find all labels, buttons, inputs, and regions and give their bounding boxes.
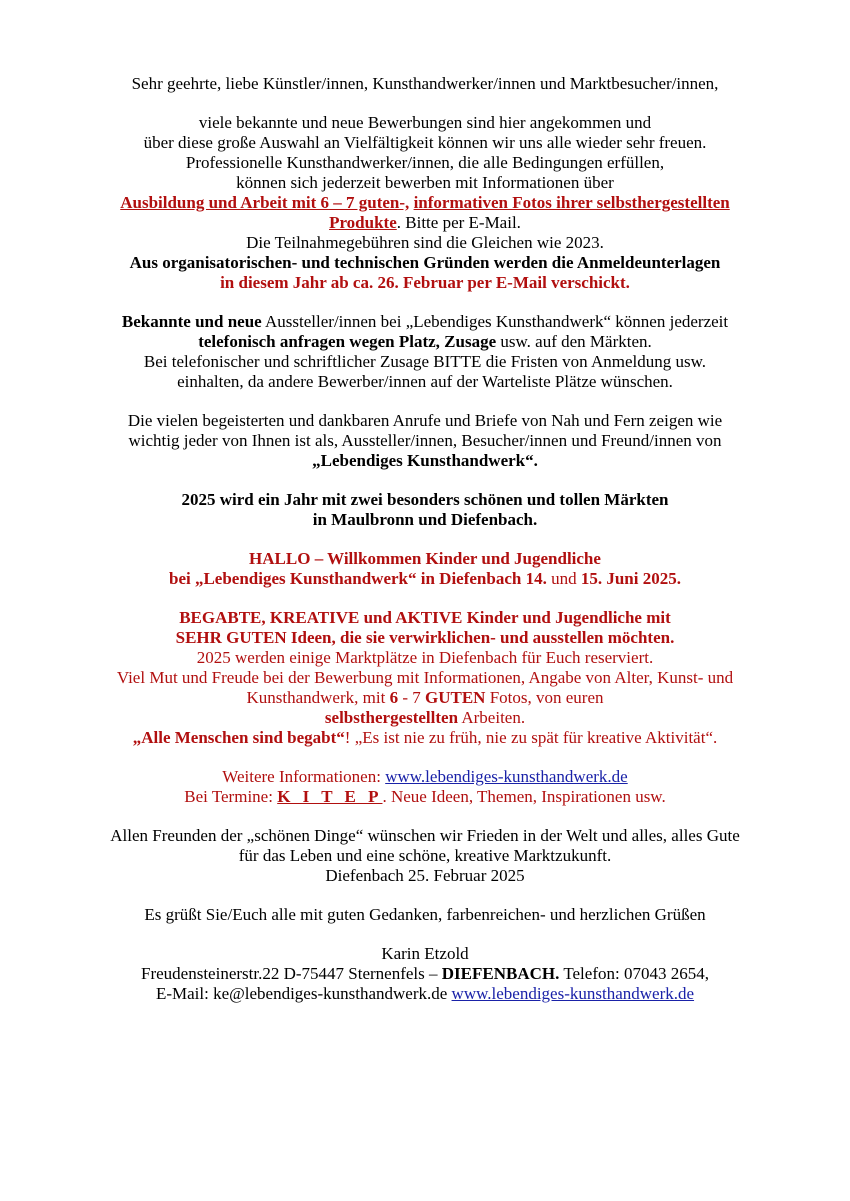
date-line: Diefenbach 25. Februar 2025 — [325, 866, 525, 885]
termine-label: Bei Termine: — [184, 787, 278, 806]
year-line-1: 2025 wird ein Jahr mit zwei besonders schönen und tollen Märkten — [181, 490, 669, 509]
talent-paragraph — [0, 608, 850, 748]
contact-line — [0, 984, 850, 1004]
greeting: Sehr geehrte, liebe Künstler/innen, Kunsthandwerker/innen und Marktbesucher/innen, — [131, 74, 719, 93]
talent-5c: - 7 — [398, 688, 425, 707]
intro-line-2: über diese große Auswahl an Vielfältigkeit können wir uns alle wieder sehr freuen. — [143, 133, 707, 152]
talent-5e: Fotos, von euren — [485, 688, 604, 707]
talent-7b: ! „Es ist nie zu früh, nie zu spät für kreative Aktivität“. — [344, 728, 718, 747]
thanks-line-1: Die vielen begeisterten und dankbaren Anrufe und Briefe von Nah und Fern zeigen wie — [127, 411, 723, 430]
talent-quote: „Alle Menschen sind begabt“ — [132, 728, 345, 747]
info-line-2 — [0, 787, 850, 807]
kids-date-second: 15. Juni 2025. — [580, 569, 681, 588]
talent-line-6 — [0, 708, 850, 728]
thanks-line-3: „Lebendiges Kunsthandwerk“. — [312, 451, 538, 470]
talent-5b: 6 — [389, 688, 399, 707]
known-line-3: Bei telefonischer und schriftlicher Zusage BITTE die Fristen von Anmeldung usw. — [143, 352, 707, 371]
kids-welcome-paragraph — [0, 549, 850, 589]
address-line — [0, 964, 850, 984]
known-line-1 — [0, 312, 850, 332]
talent-line-3: 2025 werden einige Marktplätze in Diefenbach für Euch reserviert. — [196, 648, 654, 667]
info-paragraph — [0, 767, 850, 807]
talent-line-4: Viel Mut und Freude bei der Bewerbung mit Informationen, Angabe von Alter, Kunst- und — [116, 668, 734, 687]
regards-line: Es grüßt Sie/Euch alle mit guten Gedanken, farbenreichen- und herzlichen Grüßen — [144, 905, 706, 924]
year-line-2: in Maulbronn und Diefenbach. — [312, 510, 538, 529]
kids-and: und — [546, 569, 581, 588]
signature-name: Karin Etzold — [381, 944, 469, 963]
intro-line-3: Professionelle Kunsthandwerker/innen, die alle Bedingungen erfüllen, — [185, 153, 665, 172]
talent-line-2: SEHR GUTEN Ideen, die sie verwirklichen- und ausstellen möchten. — [175, 628, 675, 647]
address-street: Freudensteinerstr.22 D-75447 Sternenfels – — [141, 964, 442, 983]
intro-line-1: viele bekannte und neue Bewerbungen sind hier angekommen und — [198, 113, 652, 132]
talent-line-5 — [0, 688, 850, 708]
year-paragraph — [0, 490, 850, 530]
phone-inquiry-text: telefonisch anfragen wegen Platz, Zusage — [198, 332, 497, 351]
intro-line-5 — [0, 193, 850, 213]
letter-body — [0, 74, 850, 1004]
known-new-text: Bekannte und neue — [121, 312, 262, 331]
email-request-text: . Bitte per E-Mail. — [396, 213, 521, 232]
info-line-1 — [0, 767, 850, 787]
intro-line-8: Aus organisatorischen- und technischen Gründen werden die Anmeldeunterlagen — [129, 253, 721, 272]
closing-line-1: Allen Freunden der „schönen Dinge“ wünschen wir Frieden in der Welt und alles, alles Gute — [110, 826, 740, 845]
kids-date-first: bei „Lebendiges Kunsthandwerk“ in Diefenbach 14. — [169, 569, 547, 588]
products-text: Produkte — [329, 213, 397, 232]
intro-line-9: in diesem Jahr ab ca. 26. Februar per E-Mail verschickt. — [220, 273, 630, 292]
known-line-2 — [0, 332, 850, 352]
photos-text: informativen Fotos ihrer selbsthergestellten — [413, 193, 730, 212]
talent-6b: Arbeiten. — [458, 708, 526, 727]
info-label: Weitere Informationen: — [222, 767, 386, 786]
signature-block — [0, 944, 850, 1004]
closing-paragraph — [0, 826, 850, 886]
website-link[interactable]: www.lebendiges-kunsthandwerk.de — [385, 767, 628, 786]
email-text: E-Mail: ke@lebendiges-kunsthandwerk.de — [155, 984, 452, 1003]
known-line-1-rest: Aussteller/innen bei „Lebendiges Kunsthandwerk“ können jederzeit — [261, 312, 729, 331]
thanks-line-2: wichtig jeder von Ihnen ist als, Aussteller/innen, Besucher/innen und Freund/innen von — [128, 431, 722, 450]
intro-paragraph — [0, 113, 850, 293]
training-work-text: Ausbildung und Arbeit mit 6 – 7 guten-, — [120, 193, 410, 212]
address-phone: Telefon: 07043 2654, — [559, 964, 709, 983]
talent-line-1: BEGABTE, KREATIVE und AKTIVE Kinder und Jugendliche mit — [179, 608, 671, 627]
talent-line-7 — [0, 728, 850, 748]
closing-line-2: für das Leben und eine schöne, kreative Marktzukunft. — [238, 846, 612, 865]
talent-5d: GUTEN — [424, 688, 486, 707]
thanks-paragraph — [0, 411, 850, 471]
talent-5a: Kunsthandwerk, mit — [246, 688, 390, 707]
info-line-2-rest: . Neue Ideen, Themen, Inspirationen usw. — [382, 787, 666, 806]
signature-website-link[interactable]: www.lebendiges-kunsthandwerk.de — [451, 984, 695, 1003]
known-exhibitors-paragraph — [0, 312, 850, 392]
intro-line-7: Die Teilnahmegebühren sind die Gleichen wie 2023. — [246, 233, 604, 252]
talent-6a: selbsthergestellten — [324, 708, 459, 727]
kids-line-1: HALLO – Willkommen Kinder und Jugendliche — [249, 549, 601, 568]
intro-line-6 — [0, 213, 850, 233]
kitep-text: K I T E P — [277, 787, 383, 806]
known-line-2-rest: usw. auf den Märkten. — [496, 332, 652, 351]
intro-line-4: können sich jederzeit bewerben mit Informationen über — [236, 173, 614, 192]
kids-line-2 — [0, 569, 850, 589]
address-town: DIEFENBACH. — [441, 964, 560, 983]
known-line-4: einhalten, da andere Bewerber/innen auf der Warteliste Plätze wünschen. — [177, 372, 673, 391]
